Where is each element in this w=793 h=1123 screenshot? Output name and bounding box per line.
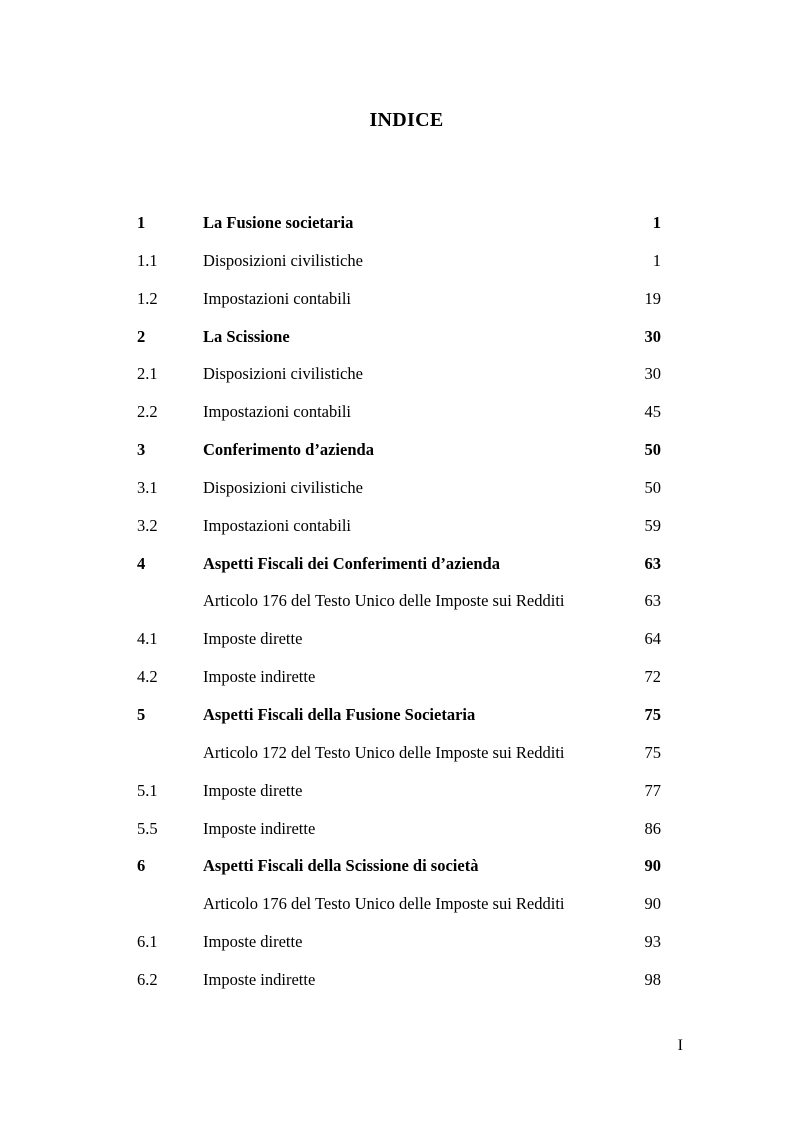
toc-entry-page: 72 <box>644 667 661 687</box>
toc-entry-title: Impostazioni contabili <box>203 288 352 308</box>
toc-entry-page: 1 <box>652 250 661 270</box>
toc-entry-page: 98 <box>644 969 661 989</box>
toc-entry-page: 63 <box>644 591 661 611</box>
toc-entry-page: 59 <box>644 515 661 535</box>
toc-section-row <box>0 620 793 658</box>
toc-entry-title: Conferimento d’azienda <box>203 440 374 460</box>
toc-entry-title: Imposte indirette <box>203 818 316 838</box>
toc-entry-title: Articolo 176 del Testo Unico delle Imposte sui Redditi <box>203 894 565 914</box>
toc-entry-number: 3.1 <box>137 477 158 497</box>
toc-entry-page: 86 <box>644 818 661 838</box>
toc-entry-page: 64 <box>644 629 661 649</box>
toc-entry-title: Imposte dirette <box>203 780 303 800</box>
toc-entry-number: 4.2 <box>137 667 158 687</box>
toc-entry-title: Imposte indirette <box>203 667 316 687</box>
toc-entry-number: 2 <box>137 326 146 346</box>
toc-chapter-row <box>0 847 793 885</box>
toc-section-row <box>0 355 793 393</box>
toc-section-row <box>0 885 793 923</box>
toc-section-row <box>0 734 793 772</box>
toc-section-row <box>0 242 793 280</box>
toc-entry-number: 2.1 <box>137 364 158 384</box>
table-of-contents <box>0 204 793 999</box>
toc-entry-number: 4 <box>137 553 146 573</box>
toc-section-row <box>0 772 793 810</box>
page-title: INDICE <box>369 109 444 131</box>
toc-entry-page: 1 <box>652 213 661 232</box>
toc-section-row <box>0 469 793 507</box>
toc-entry-page: 75 <box>644 742 661 762</box>
toc-entry-title: Imposte dirette <box>203 629 303 649</box>
toc-entry-number: 1.1 <box>137 250 158 270</box>
toc-section-row <box>0 582 793 620</box>
toc-entry-number: 3 <box>137 440 146 460</box>
toc-chapter-row <box>0 204 793 242</box>
toc-section-row <box>0 507 793 545</box>
toc-entry-page: 19 <box>644 288 661 308</box>
toc-entry-number: 2.2 <box>137 402 158 422</box>
toc-entry-page: 30 <box>644 364 661 384</box>
toc-entry-title: Disposizioni civilistiche <box>203 477 363 497</box>
toc-section-row <box>0 961 793 999</box>
toc-entry-number: 6.2 <box>137 969 158 989</box>
toc-entry-page: 90 <box>644 894 661 914</box>
toc-entry-title: Imposte indirette <box>203 969 316 989</box>
toc-section-row <box>0 280 793 318</box>
toc-entry-number: 6 <box>137 856 146 876</box>
toc-entry-title: Aspetti Fiscali della Scissione di società <box>203 856 479 876</box>
toc-entry-page: 77 <box>644 780 661 800</box>
toc-entry-number: 1 <box>137 213 146 232</box>
toc-entry-page: 50 <box>644 440 661 460</box>
toc-entry-number: 6.1 <box>137 932 158 952</box>
toc-entry-title: Aspetti Fiscali della Fusione Societaria <box>203 704 476 724</box>
toc-entry-title: Disposizioni civilistiche <box>203 250 363 270</box>
toc-entry-title: Imposte dirette <box>203 932 303 952</box>
toc-entry-number: 5.1 <box>137 780 158 800</box>
toc-chapter-row <box>0 431 793 469</box>
toc-section-row <box>0 923 793 961</box>
toc-section-row <box>0 658 793 696</box>
toc-entry-number: 1.2 <box>137 288 158 308</box>
toc-entry-page: 50 <box>644 477 661 497</box>
toc-entry-title: Articolo 172 del Testo Unico delle Imposte sui Redditi <box>203 742 565 762</box>
toc-entry-title: Articolo 176 del Testo Unico delle Imposte sui Redditi <box>203 591 565 611</box>
page-number: I <box>677 1037 683 1054</box>
toc-entry-title: Aspetti Fiscali dei Conferimenti d’azienda <box>203 553 500 573</box>
toc-entry-title: Impostazioni contabili <box>203 402 352 422</box>
toc-entry-page: 30 <box>644 326 661 346</box>
toc-entry-number: 4.1 <box>137 629 158 649</box>
toc-section-row <box>0 393 793 431</box>
toc-entry-page: 63 <box>644 553 661 573</box>
toc-section-row <box>0 810 793 848</box>
toc-entry-number: 5 <box>137 704 146 724</box>
toc-chapter-row <box>0 545 793 583</box>
toc-chapter-row <box>0 696 793 734</box>
toc-entry-title: La Fusione societaria <box>203 213 354 232</box>
toc-entry-page: 93 <box>644 932 661 952</box>
toc-entry-number: 5.5 <box>137 818 158 838</box>
toc-entry-page: 90 <box>644 856 661 876</box>
toc-chapter-row <box>0 318 793 356</box>
toc-entry-title: Disposizioni civilistiche <box>203 364 363 384</box>
toc-entry-page: 75 <box>644 704 661 724</box>
toc-entry-title: Impostazioni contabili <box>203 515 352 535</box>
toc-entry-page: 45 <box>644 402 661 422</box>
toc-entry-title: La Scissione <box>203 326 290 346</box>
toc-entry-number: 3.2 <box>137 515 158 535</box>
